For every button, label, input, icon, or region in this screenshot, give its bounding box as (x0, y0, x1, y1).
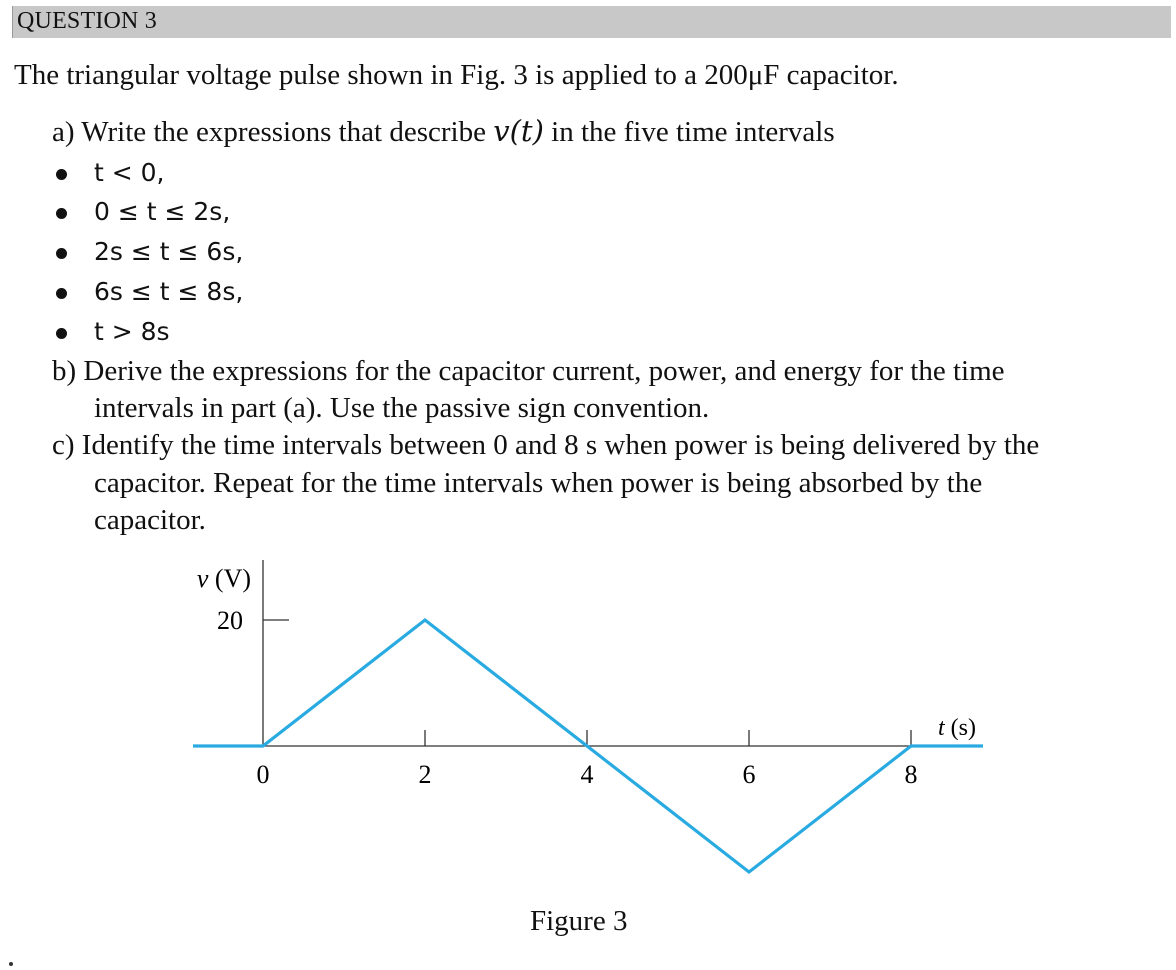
x-axis-label: t (s) (938, 715, 976, 741)
y-tick-label: 20 (217, 606, 243, 635)
x-tick-label-4: 4 (580, 760, 594, 789)
interval-item-1: t < 0, (94, 158, 165, 187)
part-a-text-end: in the five time intervals (551, 116, 835, 148)
part-c-line-3: capacitor. (94, 504, 206, 536)
intro-text: The triangular voltage pulse shown in Fig. 3 is applied to a 200μF capacitor. (14, 59, 899, 91)
x-tick-label-8: 8 (904, 760, 918, 789)
interval-item-4: 6s ≤ t ≤ 8s, (94, 277, 244, 306)
part-c-line-2: capacitor. Repeat for the time intervals when power is being absorbed by the (94, 467, 983, 499)
part-b-label: b) (52, 355, 77, 387)
part-a-text: Write the expressions that describe (81, 116, 486, 148)
part-a-label: a) (52, 116, 75, 148)
x-tick-label-6: 6 (742, 760, 756, 789)
part-c-text-1: Identify the time intervals between 0 and 8 s when power is being delivered by the (81, 429, 1040, 461)
interval-item-5: t > 8s (94, 317, 170, 346)
part-b-text-1: Derive the expressions for the capacitor current, power, and energy for the time (83, 355, 1005, 387)
figure-caption: Figure 3 (530, 905, 628, 937)
interval-item-2: 0 ≤ t ≤ 2s, (94, 197, 231, 226)
question-title: QUESTION 3 (17, 8, 157, 34)
part-c-label: c) (52, 429, 75, 461)
part-b-line-2: intervals in part (a). Use the passive sign convention. (94, 392, 710, 424)
x-tick-label-2: 2 (418, 760, 432, 789)
interval-item-3: 2s ≤ t ≤ 6s, (94, 237, 244, 266)
page-mark (9, 962, 13, 966)
part-a-variable: v(t) (493, 114, 544, 148)
y-axis-label: v (V) (196, 564, 251, 593)
x-tick-label-0: 0 (256, 760, 270, 789)
